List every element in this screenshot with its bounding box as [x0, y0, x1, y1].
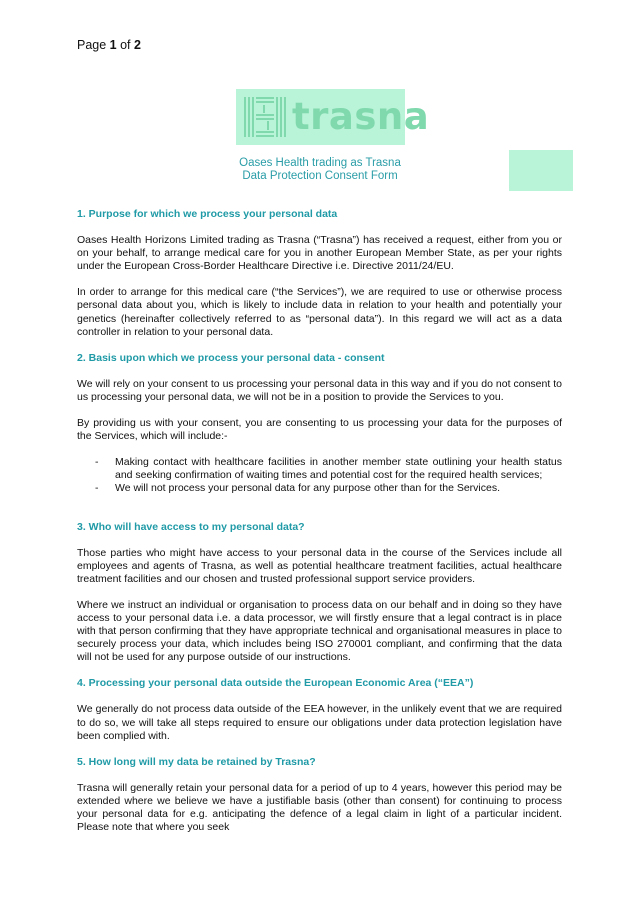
trasna-logo — [236, 89, 430, 145]
paragraph: Trasna will generally retain your personal data for a period of up to 4 years, however this period may be extended where we believe we have a justifiable basis (other than consent) for continuing to process your personal data for e.g. anticipating the defence of a legal claim in light of a particular incident. Please note that where you seek — [77, 781, 562, 834]
trasna-logo-icon — [244, 97, 286, 137]
list-item: - Making contact with healthcare facilities in another member state outlining your health status and seeking confirmation of waiting times and potential cost for the required health services; — [95, 456, 562, 482]
section-heading: 4. Processing your personal data outside the European Economic Area (“EEA”) — [77, 677, 474, 690]
section-2 — [77, 352, 562, 496]
section-4 — [77, 677, 562, 742]
section-heading: 3. Who will have access to my personal data? — [77, 520, 305, 533]
section-heading: 5. How long will my data be retained by Trasna? — [77, 755, 316, 768]
paragraph: Those parties who might have access to your personal data in the course of the Services include all employees and agents of Trasna, as well as potential healthcare treatment facilities, actual healthcare treatment facilities and our chosen and trusted professional support service providers. — [77, 546, 562, 585]
decorative-box — [509, 150, 573, 191]
section-heading: 1. Purpose for which we process your personal data — [77, 208, 338, 220]
logo-wordmark: trasna — [292, 95, 430, 138]
section-5 — [77, 756, 562, 834]
paragraph: In order to arrange for this medical care (“the Services”), we are required to use or otherwise process personal data about you, which is likely to include data in relation to your health and potentially your genetics (hereinafter collectively referred to as “personal data”). In this regard we will act as a data controller in relation to your personal data. — [77, 286, 562, 338]
document-header — [200, 157, 440, 183]
paragraph: Where we instruct an individual or organisation to process data on our behalf and in doing so they have access to your personal data i.e. a data processor, we will firstly ensure that a legal contract is in place with that person confirming that they have appropriate technical and organisational measures in place to securely process your data, which includes being ISO 270001 compliant, and confirming that the data will not be used for any purpose outside of our instructions. — [77, 598, 562, 664]
section-3 — [77, 521, 562, 665]
list-item: - We will not process your personal data for any purpose other than for the Services. — [95, 482, 501, 495]
paragraph: By providing us with your consent, you are consenting to us processing your data for the purposes of the Services, which will include:- — [77, 417, 562, 443]
document-body — [77, 208, 562, 834]
paragraph: We will rely on your consent to us processing your personal data in this way and if you do not consent to us processing your personal data, we will not be in a position to provide the Services to you. — [77, 377, 562, 403]
paragraph: We generally do not process data outside of the EEA however, in the unlikely event that we are required to do so, we will take all steps required to ensure our obligations under data protection legislation have been complied with. — [77, 703, 562, 742]
header-line-1: Oases Health trading as Trasna — [239, 157, 401, 169]
section-heading: 2. Basis upon which we process your personal data - consent — [77, 351, 385, 364]
header-line-2: Data Protection Consent Form — [242, 170, 398, 182]
section-1 — [77, 208, 562, 339]
page-number: Page 1 of 2 — [77, 38, 141, 52]
paragraph: Oases Health Horizons Limited trading as Trasna (“Trasna”) has received a request, either from you or on your behalf, to arrange medical care for you in another European Member State, as per your rights under the European Cross-Border Healthcare Directive i.e. Directive 2011/24/EU. — [77, 234, 562, 273]
bullet-list — [77, 456, 562, 495]
